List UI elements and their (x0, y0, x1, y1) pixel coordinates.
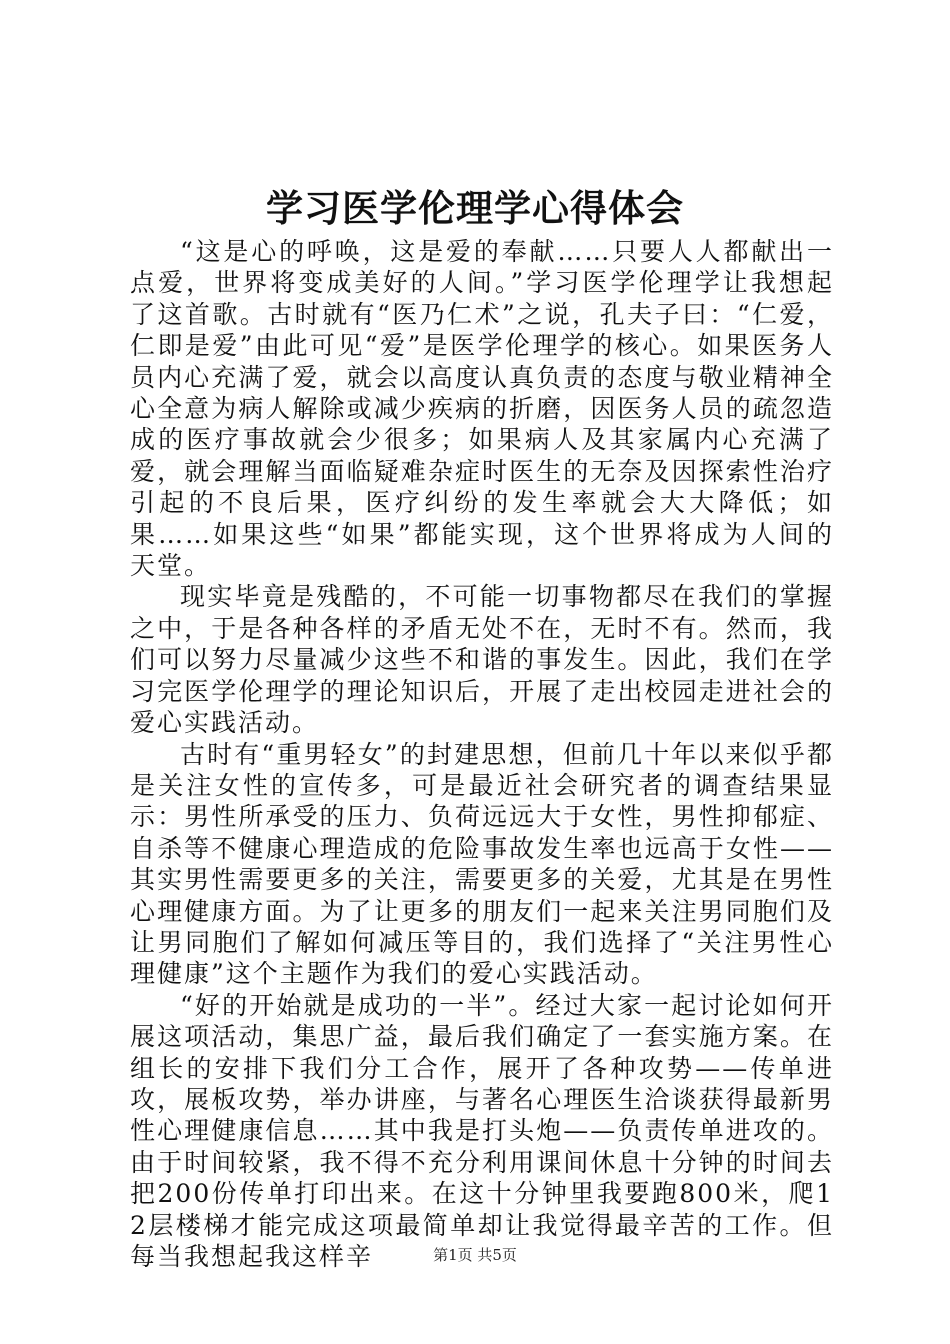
paragraph-4: “好的开始就是成功的一半”。经过大家一起讨论如何开展这项活动，集思广益，最后我们确定了一套实施方案。在组长的安排下我们分工合作，展开了各种攻势——传单进攻，展板攻势，举办讲座，与著名心理医生洽谈获得最新男性心理健康信息……其中我是打头炮——负责传单进攻的。由于时间较紧，我不得不充分利用课间休息十分钟的时间去把200份传单打印出来。在这十分钟里我要跑800米，爬12层楼梯才能完成这项最简单却让我觉得最辛苦的工作。但每当我想起我这样辛 (130, 990, 834, 1271)
document-body (130, 236, 834, 1272)
paragraph-2: 现实毕竟是残酷的，不可能一切事物都尽在我们的掌握之中，于是各种各样的矛盾无处不在，无时不有。然而，我们可以努力尽量减少这些不和谐的事发生。因此，我们在学习完医学伦理学的理论知识后，开展了走出校园走进社会的爱心实践活动。 (130, 582, 834, 738)
document-title: 学习医学伦理学心得体会 (266, 186, 684, 230)
paragraph-1: “这是心的呼唤，这是爱的奉献……只要人人都献出一点爱，世界将变成美好的人间。”学习医学伦理学让我想起了这首歌。古时就有“医乃仁术”之说，孔夫子曰：“仁爱，仁即是爱”由此可见“爱”是医学伦理学的核心。如果医务人员内心充满了爱，就会以高度认真负责的态度与敬业精神全心全意为病人解除或减少疾病的折磨，因医务人员的疏忽造成的医疗事故就会少很多；如果病人及其家属内心充满了爱，就会理解当面临疑难杂症时医生的无奈及因探索性治疗引起的不良后果，医疗纠纷的发生率就会大大降低；如果……如果这些“如果”都能实现，这个世界将成为人间的天堂。 (130, 237, 834, 581)
page-footer: 第1页 共5页 (433, 1246, 517, 1264)
paragraph-3: 古时有“重男轻女”的封建思想，但前几十年以来似乎都是关注女性的宣传多，可是最近社会研究者的调查结果显示：男性所承受的压力、负荷远远大于女性，男性抑郁症、自杀等不健康心理造成的危险事故发生率也远高于女性——其实男性需要更多的关注，需要更多的关爱，尤其是在男性心理健康方面。为了让更多的朋友们一起来关注男同胞们及让男同胞们了解如何减压等目的，我们选择了“关注男性心理健康”这个主题作为我们的爱心实践活动。 (130, 739, 834, 989)
